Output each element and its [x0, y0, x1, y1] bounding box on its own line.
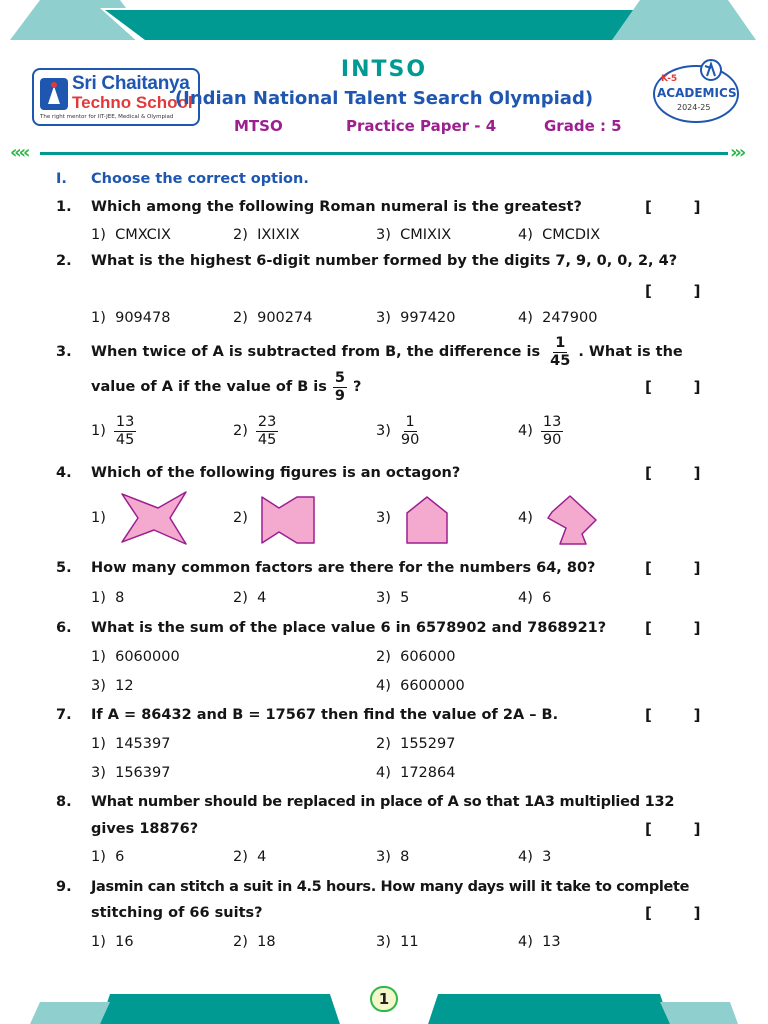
answer-bracket[interactable]: [ ] — [645, 378, 701, 396]
option-label: 4) — [518, 423, 533, 439]
paper-label: Practice Paper - 4 — [346, 117, 497, 135]
arrows-left: «‹‹ — [10, 142, 28, 163]
option[interactable]: 1) 6060000 — [91, 649, 180, 665]
page-number-badge — [370, 986, 398, 1012]
option[interactable]: 3) 8 — [376, 849, 410, 865]
logo-line1: Sri Chaitanya — [72, 73, 190, 94]
header-divider — [40, 152, 728, 155]
question-text: Which among the following Roman numeral is the greatest? — [91, 199, 582, 215]
fraction-denominator: 45 — [115, 431, 135, 448]
house-pentagon-figure[interactable] — [405, 495, 449, 545]
option[interactable] — [91, 412, 138, 450]
option[interactable]: 1) 6 — [91, 849, 125, 865]
question-text: Which of the following figures is an octagon? — [91, 465, 461, 481]
question-text-line2 — [91, 368, 361, 406]
fraction — [256, 414, 278, 449]
question-number: 4. — [56, 465, 72, 481]
option[interactable]: 1) 909478 — [91, 310, 171, 326]
option[interactable]: 2) 4 — [233, 849, 267, 865]
option[interactable]: 4) 6 — [518, 590, 552, 606]
question-text: What is the sum of the place value 6 in 6578902 and 7868921? — [91, 620, 607, 636]
question-number: 1. — [56, 199, 72, 215]
page-subtitle: (Indian National Talent Search Olympiad) — [174, 88, 594, 109]
grade-label: Grade : 5 — [544, 117, 622, 135]
fraction-numerator: 13 — [115, 413, 135, 430]
option-label: 2) — [233, 423, 248, 439]
answer-bracket[interactable]: [ ] — [645, 559, 701, 577]
option[interactable]: 4) 247900 — [518, 310, 598, 326]
question-text-part: . What is the — [578, 344, 683, 360]
option[interactable]: 3) 997420 — [376, 310, 456, 326]
fraction — [114, 414, 136, 449]
option[interactable]: 3) 5 — [376, 590, 410, 606]
question-number: 9. — [56, 879, 72, 895]
option[interactable]: 1) 8 — [91, 590, 125, 606]
option[interactable]: 3) CMIXIX — [376, 227, 452, 243]
question-text-line2: stitching of 66 suits? — [91, 905, 263, 921]
question-number: 7. — [56, 707, 72, 723]
option[interactable]: 2) IXIXIX — [233, 227, 300, 243]
fraction-numerator: 5 — [334, 369, 345, 386]
option[interactable]: 1) 16 — [91, 934, 134, 950]
answer-bracket[interactable]: [ ] — [645, 706, 701, 724]
option[interactable]: 4) 172864 — [376, 765, 456, 781]
fraction — [541, 414, 563, 449]
question-text-part: ? — [353, 379, 362, 395]
section-number: I. — [56, 171, 67, 187]
question-text: What is the highest 6-digit number formed by the digits 7, 9, 0, 0, 2, 4? — [91, 253, 678, 269]
option[interactable]: 4) 13 — [518, 934, 561, 950]
fraction — [333, 370, 347, 405]
question-text-line1: What number should be replaced in place of A so that 1A3 multiplied 132 — [91, 794, 675, 810]
academics-name: ACADEMICS — [657, 86, 737, 100]
question-text-part: When twice of A is subtracted from B, the difference is — [91, 344, 541, 360]
section-title: Choose the correct option. — [91, 171, 309, 187]
option[interactable] — [233, 412, 280, 450]
fraction-numerator: 1 — [555, 334, 566, 351]
option[interactable]: 2) 900274 — [233, 310, 313, 326]
question-text-part: value of A if the value of B is — [91, 379, 327, 395]
fraction — [399, 414, 421, 449]
answer-bracket[interactable]: [ ] — [645, 820, 701, 838]
fraction — [548, 335, 572, 370]
fraction-denominator: 90 — [542, 431, 562, 448]
answer-bracket[interactable]: [ ] — [645, 464, 701, 482]
fraction-numerator: 13 — [542, 413, 562, 430]
top-banner — [0, 0, 768, 50]
question-number: 8. — [56, 794, 72, 810]
option[interactable]: 4) 6600000 — [376, 678, 465, 694]
page-title: INTSO — [340, 57, 428, 82]
option[interactable]: 2) 606000 — [376, 649, 456, 665]
fraction-denominator: 45 — [550, 352, 571, 369]
fraction-numerator: 23 — [257, 413, 277, 430]
option[interactable]: 2) 18 — [233, 934, 276, 950]
academics-year: 2024-25 — [677, 103, 711, 112]
octagon-figure[interactable] — [546, 494, 600, 546]
option-label: 3) — [376, 423, 391, 439]
question-text-line1: Jasmin can stitch a suit in 4.5 hours. How many days will it take to complete — [91, 879, 690, 895]
option-label[interactable]: 4) — [518, 510, 533, 526]
question-number: 3. — [56, 344, 72, 360]
option-label[interactable]: 1) — [91, 510, 106, 526]
page-number: 1 — [378, 990, 390, 1008]
answer-bracket[interactable]: [ ] — [645, 904, 701, 922]
option[interactable]: 1) 145397 — [91, 736, 171, 752]
question-number: 5. — [56, 560, 72, 576]
fraction-denominator: 45 — [257, 431, 277, 448]
question-number: 6. — [56, 620, 72, 636]
question-text: How many common factors are there for the numbers 64, 80? — [91, 560, 596, 576]
logo-tagline: The right mentor for IIT-JEE, Medical & Olympiad — [40, 114, 174, 120]
question-text: If A = 86432 and B = 17567 then find the value of 2A – B. — [91, 707, 559, 723]
fraction-numerator: 1 — [405, 413, 415, 430]
option-label: 1) — [91, 423, 106, 439]
option[interactable]: 1) CMXCIX — [91, 227, 171, 243]
subject-label: MTSO — [234, 117, 283, 135]
question-text-line2: gives 18876? — [91, 821, 199, 837]
option[interactable]: 3) 12 — [91, 678, 134, 694]
option[interactable]: 3) 11 — [376, 934, 419, 950]
answer-bracket[interactable]: [ ] — [645, 619, 701, 637]
academics-logo — [651, 56, 741, 126]
academics-k5: K-5 — [661, 74, 678, 84]
answer-bracket[interactable]: [ ] — [645, 282, 701, 300]
logo-line2: Techno School — [72, 93, 193, 112]
answer-bracket[interactable]: [ ] — [645, 198, 701, 216]
arrows-right: ››› — [730, 142, 744, 163]
option[interactable]: 4) CMCDIX — [518, 227, 601, 243]
option-label[interactable]: 2) — [233, 510, 248, 526]
fraction-denominator: 9 — [334, 387, 345, 404]
option[interactable]: 3) 156397 — [91, 765, 171, 781]
option[interactable] — [376, 412, 423, 450]
option[interactable] — [518, 412, 565, 450]
zigzag-figure[interactable] — [260, 495, 316, 545]
fraction-denominator: 90 — [400, 431, 420, 448]
option[interactable]: 2) 155297 — [376, 736, 456, 752]
question-number: 2. — [56, 253, 72, 269]
star-quadrilateral-figure[interactable] — [118, 490, 190, 546]
option[interactable]: 2) 4 — [233, 590, 267, 606]
question-text-line1 — [91, 333, 683, 371]
option[interactable]: 4) 3 — [518, 849, 552, 865]
option-label[interactable]: 3) — [376, 510, 391, 526]
